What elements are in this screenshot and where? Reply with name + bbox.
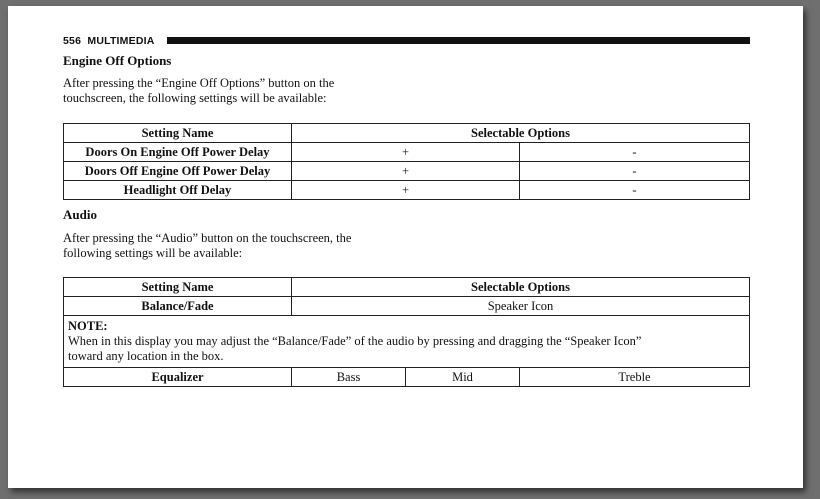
option-cell: - (520, 143, 750, 162)
engine-off-intro (63, 76, 403, 106)
column-header-selectable-options: Selectable Options (292, 278, 750, 297)
section-name: MULTIMEDIA (87, 35, 155, 47)
setting-name-cell: Balance/Fade (64, 297, 292, 316)
table-row (64, 181, 750, 200)
setting-name-cell: Doors Off Engine Off Power Delay (64, 162, 292, 181)
audio-intro (63, 231, 403, 261)
setting-name-cell: Headlight Off Delay (64, 181, 292, 200)
header-rule (167, 37, 750, 44)
option-cell-mid: Mid (406, 368, 520, 387)
note-text-line: toward any location in the box. (68, 349, 224, 363)
table-row (64, 368, 750, 387)
audio-intro-line: After pressing the “Audio” button on the touchscreen, the (63, 231, 352, 245)
option-cell: + (292, 162, 520, 181)
column-header-selectable-options: Selectable Options (292, 124, 750, 143)
column-header-setting-name: Setting Name (64, 278, 292, 297)
option-cell: + (292, 143, 520, 162)
page-number: 556 (63, 35, 82, 47)
table-header-row (64, 278, 750, 297)
table-row (64, 297, 750, 316)
table-row (64, 143, 750, 162)
option-cell-bass: Bass (292, 368, 406, 387)
note-text-line: When in this display you may adjust the “Balance/Fade” of the audio by pressing and dragging the “Speaker Icon” (68, 334, 642, 348)
engine-off-intro-line: After pressing the “Engine Off Options” button on the (63, 76, 335, 90)
page-header (63, 34, 750, 48)
engine-off-title: Engine Off Options (63, 53, 172, 68)
audio-table (63, 277, 750, 387)
audio-title: Audio (63, 207, 97, 222)
option-cell-treble: Treble (520, 368, 750, 387)
engine-off-table (63, 123, 750, 200)
note-row (64, 316, 750, 368)
setting-name-cell: Equalizer (64, 368, 292, 387)
document-page (8, 6, 803, 488)
option-cell: + (292, 181, 520, 200)
audio-intro-line: following settings will be available: (63, 246, 243, 260)
page-header-label (63, 34, 155, 48)
option-cell: - (520, 181, 750, 200)
note-cell (64, 316, 750, 368)
table-header-row (64, 124, 750, 143)
note-label: NOTE: (68, 319, 108, 333)
option-cell: - (520, 162, 750, 181)
column-header-setting-name: Setting Name (64, 124, 292, 143)
engine-off-intro-line: touchscreen, the following settings will be available: (63, 91, 327, 105)
table-row (64, 162, 750, 181)
setting-name-cell: Doors On Engine Off Power Delay (64, 143, 292, 162)
option-cell: Speaker Icon (292, 297, 750, 316)
